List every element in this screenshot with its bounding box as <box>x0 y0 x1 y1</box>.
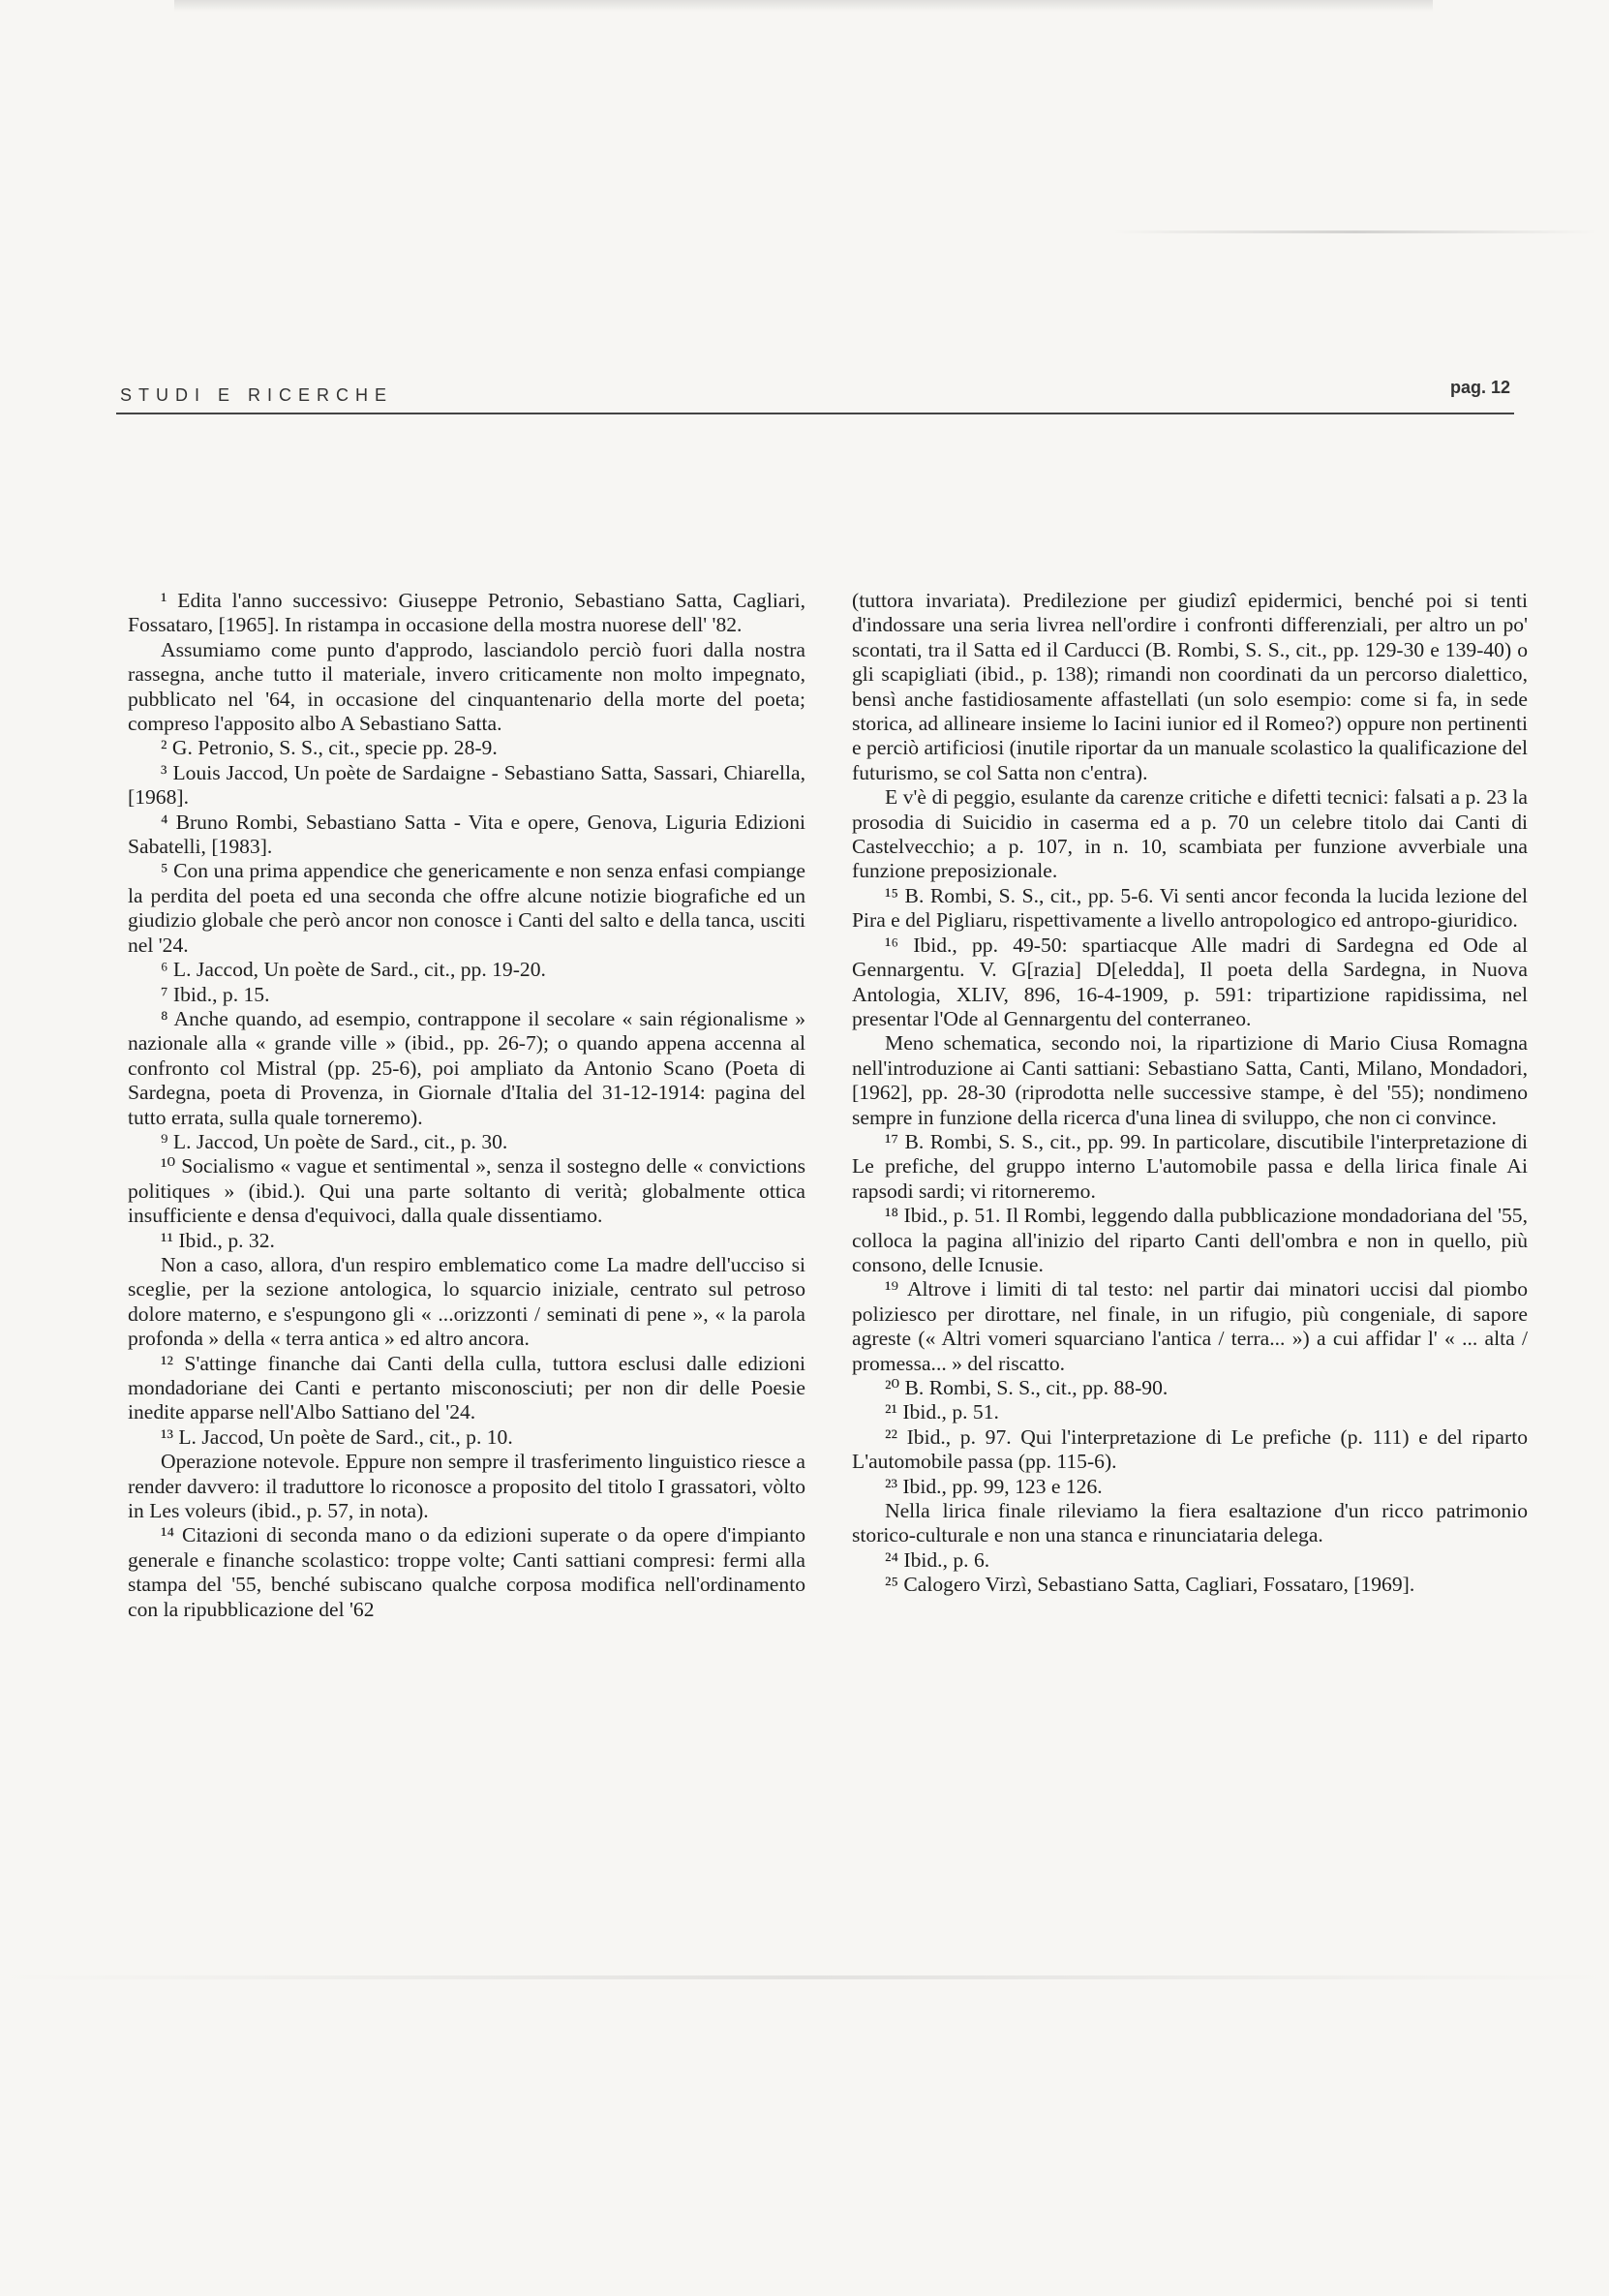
footnote-13: ¹³ L. Jaccod, Un poète de Sard., cit., p. 10. <box>161 1424 513 1449</box>
left-column <box>128 589 805 1622</box>
footnote-14: ¹⁴ Citazioni di seconda mano o da edizioni superate o da opere d'impianto generale e finanche scolastico: troppe volte; Canti sattiani compresi: fermi alla stampa del '55, benché subiscano qualche corposa modifica nell'ordinamento con la ripubblicazione del '62 <box>128 1523 805 1621</box>
paragraph-continued: (tuttora invariata). Predilezione per giudizî epidermici, benché poi si tenti d'indossare una seria livrea nell'ordire i confronti differenziali, per altro un po' scontati, tra il Satta ed il Carducci (B. Rombi, S. S., cit., pp. 129-30 e 139-40) o gli scapigliati (ibid., p. 138); rimandi non coordinati da un percorso dialettico, bensì anche fastidiosamente affastellati (un solo esempio: come si fa, in sede storica, ad allineare insieme lo Iacini iunior ed il Romeo?) oppure non pertinenti e perciò artificiosi (inutile riportar da un manuale scolastico la qualificazione del futurismo, se col Satta non c'entra). <box>852 589 1528 784</box>
footnote-9: ⁹ L. Jaccod, Un poète de Sard., cit., p. 30. <box>161 1129 508 1153</box>
footnote-18: ¹⁸ Ibid., p. 51. Il Rombi, leggendo dalla pubblicazione mondadoriana del '55, colloca la pagina all'inizio del riparto Canti dell'ombra e non in quello, più consono, delle Icnusie. <box>852 1204 1528 1276</box>
footnote-1: ¹ Edita l'anno successivo: Giuseppe Petronio, Sebastiano Satta, Cagliari, Fossataro, [1965]. In ristampa in occasione della mostra nuorese dell' '82. <box>128 589 805 637</box>
footnote-10: ¹⁰ Socialismo « vague et sentimental », senza il sostegno delle « convictions politiques » (ibid.). Qui una parte soltanto di verità; globalmente ottica insufficiente e densa d'equivoci, dalla quale dissentiamo. <box>128 1154 805 1228</box>
paragraph: Meno schematica, secondo noi, la ripartizione di Mario Ciusa Romagna nell'introduzione ai Canti sattiani: Sebastiano Satta, Canti, Milano, Mondadori, [1962], pp. 28-30 (riprodotta nelle successive stampe, è del '55); nondimeno sempre in funzione della ricerca d'una linea di sviluppo, che non ci convince. <box>852 1031 1528 1129</box>
footnote-12: ¹² S'attinge finanche dai Canti della culla, tuttora esclusi dalle edizioni mondadoriane dei Canti e pertanto misconosciuti; per non dir delle Poesie inedite apparse nell'Albo Sattiano del '24. <box>128 1351 805 1424</box>
scan-smudge-bottom <box>0 1975 1609 1979</box>
page-header <box>116 378 1514 422</box>
header-rule <box>116 413 1514 414</box>
footnote-19: ¹⁹ Altrove i limiti di tal testo: nel partir dai minatori uccisi dal piombo poliziesco per dirottare, nel finale, in un rifugio, più congeniale, di sapore agreste (« Altri vomeri squarciano l'antica / terra... ») a cui affidar l' « ... alta / promessa... » del riscatto. <box>852 1277 1528 1375</box>
footnote-16: ¹⁶ Ibid., pp. 49-50: spartiacque Alle madri di Sardegna ed Ode al Gennargentu. V. G[razia] D[eledda], Il poeta della Sardegna, in Nuova Antologia, XLIV, 896, 16-4-1909, p. 591: tripartizione rapidissima, nel presentar l'Ode al Gennargentu del conterraneo. <box>852 933 1528 1030</box>
section-title: STUDI E RICERCHE <box>120 385 394 405</box>
footnote-23: ²³ Ibid., pp. 99, 123 e 126. <box>885 1474 1103 1498</box>
paragraph: Nella lirica finale rileviamo la fiera esaltazione d'un ricco patrimonio storico-culturale e non una stanca e rinunciataria delega. <box>852 1499 1528 1547</box>
footnote-22: ²² Ibid., p. 97. Qui l'interpretazione di Le prefiche (p. 111) e del riparto L'automobile passa (pp. 115-6). <box>852 1424 1528 1474</box>
footnote-3: ³ Louis Jaccod, Un poète de Sardaigne - Sebastiano Satta, Sassari, Chiarella, [1968]. <box>128 760 805 810</box>
footnote-15: ¹⁵ B. Rombi, S. S., cit., pp. 5-6. Vi senti ancor feconda la lucida lezione del Pira e del Pigliaru, rispettivamente a livello antropologico ed antropo-giuridico. <box>852 883 1528 933</box>
paragraph: Non a caso, allora, d'un respiro emblematico come La madre dell'ucciso si sceglie, per la sezione antologica, lo squarcio iniziale, centrato sul petroso dolore materno, e s'espungono gli « ...orizzonti / seminati di pene », « la parola profonda » della « terra antica » ed altro ancora. <box>128 1252 805 1351</box>
paragraph: E v'è di peggio, esulante da carenze critiche e difetti tecnici: falsati a p. 23 la prosodia di Suicidio in caserma ed a p. 70 un celebre titolo dai Canti di Castelvecchio; a p. 107, in n. 10, scambiata per funzione avverbiale una funzione preposizionale. <box>852 785 1528 883</box>
footnote-7: ⁷ Ibid., p. 15. <box>161 982 270 1006</box>
footnote-2: ² G. Petronio, S. S., cit., specie pp. 28-9. <box>161 736 498 760</box>
scan-smudge-top <box>174 0 1433 12</box>
paragraph: Operazione notevole. Eppure non sempre il trasferimento linguistico riesce a render davvero: il traduttore lo riconosce a proposito del titolo I grassatori, vòlto in Les voleurs (ibid., p. 57, in nota). <box>128 1450 805 1523</box>
footnote-11: ¹¹ Ibid., p. 32. <box>161 1228 275 1252</box>
footnote-25: ²⁵ Calogero Virzì, Sebastiano Satta, Cagliari, Fossataro, [1969]. <box>885 1573 1415 1597</box>
footnote-4: ⁴ Bruno Rombi, Sebastiano Satta - Vita e opere, Genova, Liguria Edizioni Sabatelli, [1983]. <box>128 810 805 859</box>
page-number: pag. 12 <box>1449 378 1510 397</box>
scan-smudge-mid <box>1113 230 1597 233</box>
paragraph: Assumiamo come punto d'approdo, lasciandolo perciò fuori dalla nostra rassegna, anche tutto il materiale, invero criticamente non molto impegnato, pubblicato nel '64, in occasione del cinquantenario della morte del poeta; compreso l'apposito albo A Sebastiano Satta. <box>128 637 805 736</box>
right-column <box>852 589 1528 1598</box>
footnote-24: ²⁴ Ibid., p. 6. <box>885 1547 990 1572</box>
footnote-5: ⁵ Con una prima appendice che genericamente e non senza enfasi compiange la perdita del poeta ed una seconda che offre alcune notizie biografiche ed un giudizio globale che però ancor non conosce i Canti del salto e della tanca, usciti nel '24. <box>128 859 805 957</box>
footnote-17: ¹⁷ B. Rombi, S. S., cit., pp. 99. In particolare, discutibile l'interpretazione di Le prefiche, del gruppo interno L'automobile passa e della lirica finale Ai rapsodi sardi; vi ritorneremo. <box>852 1129 1528 1203</box>
footnote-8: ⁸ Anche quando, ad esempio, contrappone il secolare « sain régionalisme » nazionale alla « grande ville » (ibid., pp. 26-7); o quando appena accenna al confronto col Mistral (pp. 25-6), poi ampliato da Antonio Scano (Poeta di Sardegna, poeta di Provenza, in Giornale d'Italia del 31-12-1914: pagina del tutto errata, sulla quale torneremo). <box>128 1006 805 1129</box>
footnote-20: ²⁰ B. Rombi, S. S., cit., pp. 88-90. <box>885 1376 1169 1399</box>
footnote-21: ²¹ Ibid., p. 51. <box>885 1400 999 1424</box>
footnote-6: ⁶ L. Jaccod, Un poète de Sard., cit., pp. 19-20. <box>161 958 546 982</box>
